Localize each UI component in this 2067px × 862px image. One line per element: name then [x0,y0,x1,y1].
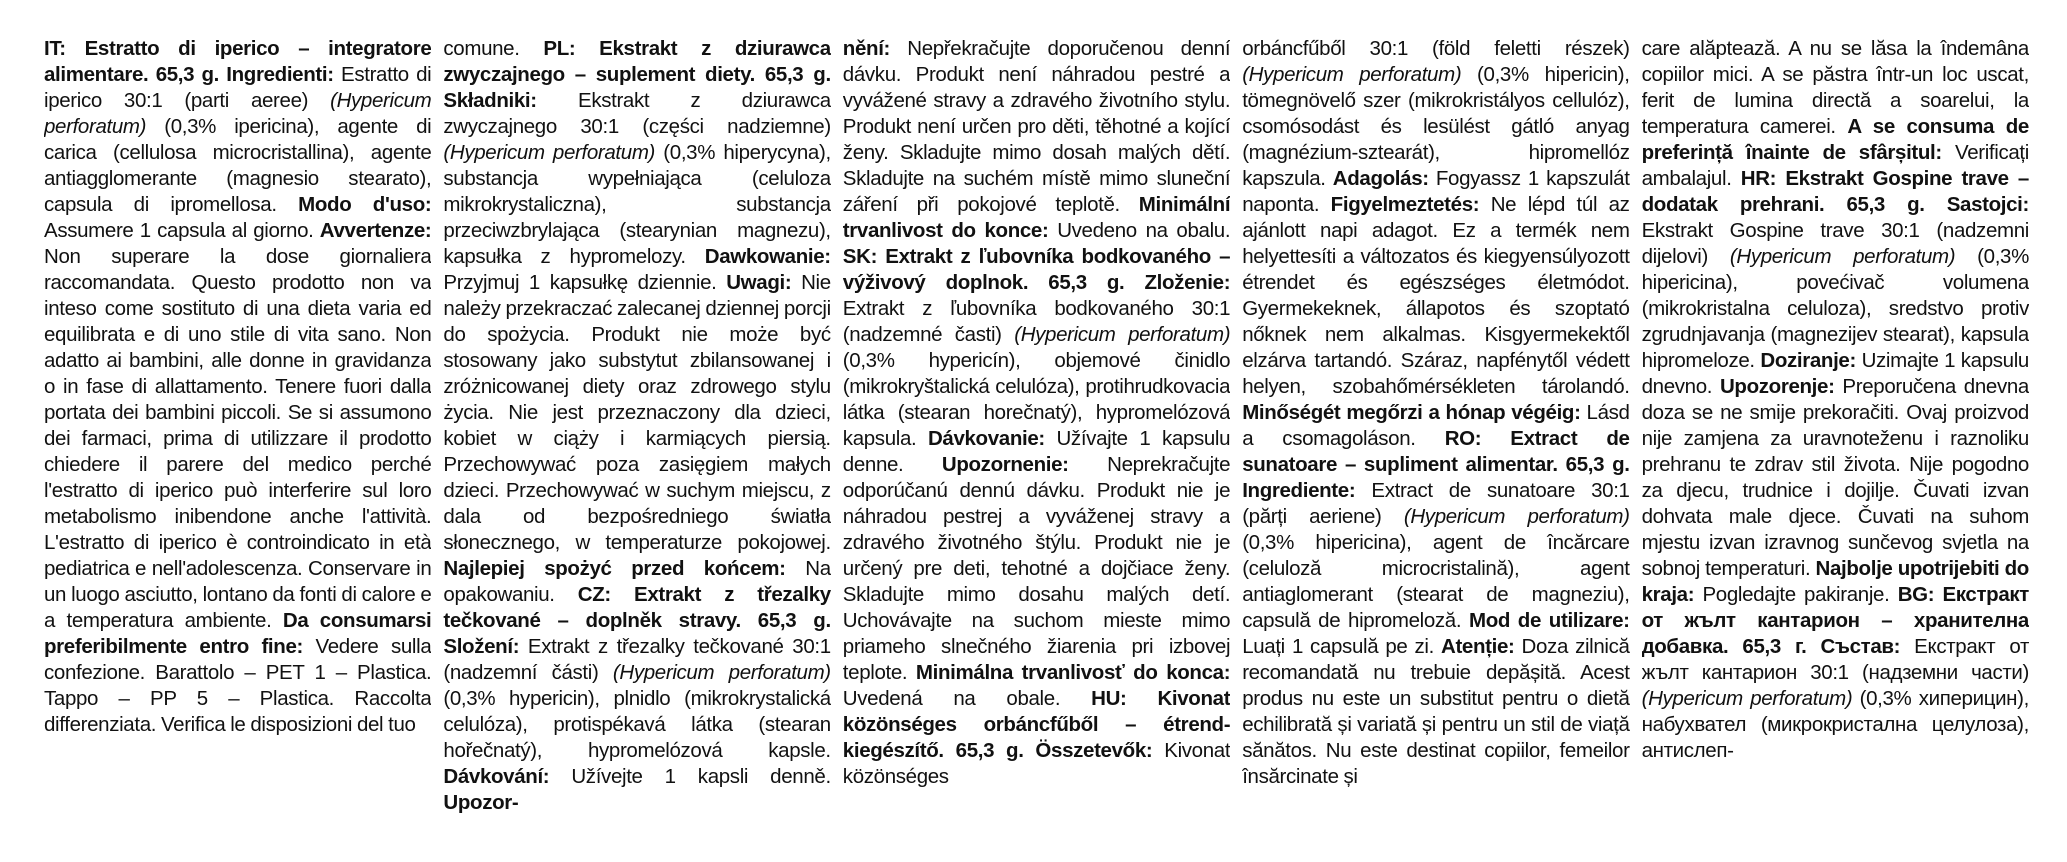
section-heading-text: nění: [842,37,891,60]
section-heading-text: Najbolje upotrijebiti do kraja: [1641,557,2029,606]
body-text: Ne lépd túl az ajánlott napi adagot. Ez a termék nem helyettesíti a változatos és kiegyensúlyozott étrendet és egészséges életmódot. Gyermekeknek, állapotos és szoptató nőknek nem alkalmas. Kisgyermekektől elzárva tartandó. Száraz, napfénytől védett helyen, szobahőmérsékleten tárolandó. [1242,193,1630,398]
body-text: Užívajte 1 kapsulu denne. [842,427,1231,476]
body-text: Extract de sunatoare 30:1 (părți aeriene) [1242,479,1630,528]
body-text: Užívejte 1 kapsli denně. [549,765,831,788]
section-heading-text: Dávkovanie: [927,427,1045,450]
section-heading-text: Adagolás: [1332,167,1429,190]
section-heading-text: Minimální trvanlivost do konce: [842,193,1231,242]
body-text: Ekstrakt Gospine trave 30:1 (nadzemni dijelovi) [1641,219,2029,268]
body-text: Nie należy przekraczać zalecanej dziennej porcji do spożycia. Produkt nie może być stosowany jako substytut zbilansowanej i zróżnicowanej diety oraz zdrowego stylu życia. Nie jest przeznaczony dla dzieci, kobiet w ciąży i karmiących piersią. Przechowywać poza zasięgiem małych dzieci. Przechowywać w suchym miejscu, z dala od bezpośredniego światła słonecznego, w temperaturze pokojowej. [443,271,831,554]
body-text: Przyjmuj 1 kapsułkę dziennie. [443,271,727,294]
body-text: Uvedeno na obalu. [1048,219,1231,242]
body-text: Екстракт от жълт кантарион 30:1 (надземни части) [1641,635,2029,684]
column-italian-polish [44,36,431,836]
section-heading-text: Figyelmeztetés: [1330,193,1480,216]
latin-name-text: (Hypericum perforatum) [1242,63,1462,86]
section-heading-text: HU: Kivonat közönséges orbáncfűből – étrend-kiegészítő. 65,3 g. Összetevők: [842,687,1231,762]
section-heading-text: SK: Extrakt z ľubovníka bodkovaného – výživový doplnok. 65,3 g. Zloženie: [842,245,1231,294]
body-text: Uvedená na obale. [842,687,1092,710]
section-heading-text: Minimálna trvanlivosť do konca: [915,661,1231,684]
body-text: Non superare la dose giornaliera raccomandata. Questo prodotto non va inteso come sostituto di una dieta varia ed equilibrata e di uno stile di vita sano. Non adatto ai bambini, alle donne in gravidanza o in fase di allattamento. Tenere fuori dalla portata dei bambini piccoli. Se si assumono dei farmaci, prima di utilizzare il prodotto chiedere il parere del medico perché l'estratto di iperico può interferire sul loro metabolismo inibendone anche l'attività. L'estratto di iperico è controindicato in età pediatrica e nell'adolescenza. Conservare in un luogo asciutto, lontano da fonti di calore e a temperatura ambiente. [44,245,432,632]
section-heading-text: Da consumarsi preferibilmente entro fine: [44,609,432,658]
section-heading-text: BG: Екстракт от жълт кантарион – хранителна добавка. 65,3 г. Състав: [1641,583,2029,658]
body-text: Na opakowaniu. [443,557,831,606]
column-polish-czech [443,36,830,836]
section-heading-text: PL: Ekstrakt z dziurawca zwyczajnego – suplement diety. 65,3 g. Składniki: [443,37,831,112]
body-text: Estratto di iperico 30:1 (parti aeree) [44,63,432,112]
body-text: (0,3% хиперицин), набухвател (микрокристална целулоза), антислеп- [1641,687,2029,762]
body-text: Lásd a csomagoláson. [1242,401,1630,450]
section-heading-text: HR: Ekstrakt Gospine trave – dodatak prehrani. 65,3 g. Sastojci: [1641,167,2029,216]
body-text: (0,3% hipericin), tömegnövelő szer (mikrokristályos cellulóz), csomósodást és lesülést gátló anyag (magnézium-sztearát), hipromellóz kapszula. [1242,63,1630,190]
label-text-page [44,36,2029,836]
section-heading-text: Doziranje: [1760,349,1856,372]
section-heading-text: IT: Estratto di iperico – integratore alimentare. 65,3 g. Ingredienti: [44,37,432,86]
section-heading-text: Atenție: [1440,635,1515,658]
body-text: Extrakt z třezalky tečkované 30:1 (nadzemní části) [443,635,831,684]
body-text: Pogledajte pakiranje. [1694,583,1898,606]
column-czech-slovak-hungarian [843,36,1230,836]
section-heading-text: Mod de utilizare: [1468,609,1630,632]
body-text: Luați 1 capsulă pe zi. [1242,635,1441,658]
section-heading-text: Avvertenze: [319,219,432,242]
latin-name-text: (Hypericum perforatum) [1014,323,1231,346]
body-text: (0,3% hipericina), agent de încărcare (celuloză microcristalină), agent antiaglomerant (stearat de magneziu), capsulă de hipromeloză. [1242,531,1630,632]
body-text: Assumere 1 capsula al giorno. [44,219,320,242]
body-text: Neprekračujte odporúčanú dennú dávku. Produkt nie je náhradou pestrej a vyváženej stravy a zdravého životného štýlu. Produkt nie je určený pre deti, tehotné a dojčiace ženy. Skladujte mimo dosahu malých detí. Uchovávajte na suchom mieste mimo priameho slnečného žiarenia pri izbovej teplote. [842,453,1231,684]
section-heading-text: Uwagi: [726,271,792,294]
body-text: Doza zilnică recomandată nu trebuie depășită. Acest produs nu este un substitut pentru o dietă echilibrată și variată și pentru un stil de viață sănătos. Nu este destinat copiilor, femeilor însărcinate și [1242,635,1630,788]
body-text: Extrakt z ľubovníka bodkovaného 30:1 (nadzemné časti) [842,297,1231,346]
latin-name-text: (Hypericum perforatum) [612,661,831,684]
body-text: care alăptează. A nu se lăsa la îndemâna copiilor mici. A se păstra într-un loc uscat, ferit de lumina directă a soarelui, la temperatura camerei. [1641,37,2029,138]
body-text: Uzimajte 1 kapsulu dnevno. [1641,349,2029,398]
latin-name-text: (Hypericum perforatum) [1641,687,1853,710]
section-heading-text: A se consuma de preferință înainte de sfârșitul: [1641,115,2029,164]
section-heading-text: Dávkování: [443,765,550,788]
body-text: Fogyassz 1 kapszulát naponta. [1242,167,1630,216]
body-text: Ekstrakt z dziurawca zwyczajnego 30:1 (części nadziemne) [443,89,831,138]
body-text: Nepřekračujte doporučenou denní dávku. Produkt není náhradou pestré a vyvážené stravy a zdravého životního stylu. Produkt není určen pro děti, těhotné a kojící ženy. Skladujte mimo dosah malých dětí. Skladujte na suchém místě mimo sluneční záření při pokojové teplotě. [842,37,1231,216]
body-text: (0,3% ipericina), agente di carica (cellulosa microcristallina), agente antiagglomerante (magnesio stearato), capsula di ipromellosa. [44,115,432,216]
body-text: Vedere sulla confezione. Barattolo – PET 1 – Plastica. Tappo – PP 5 – Plastica. Raccolta differenziata. Verifica le disposizioni del tuo [44,635,432,736]
latin-name-text: (Hypericum perforatum) [44,89,432,138]
body-text: Preporučena dnevna doza se ne smije prekoračiti. Ovaj proizvod nije zamjena za uravnoteženu i raznoliku prehranu te zdrav stil života. Nije pogodno za djecu, trudnice i dojilje. Čuvati izvan dohvata male djece. Čuvati na suhom mjestu izvan izravnog sunčevog svjetla na sobnoj temperaturi. [1641,375,2029,580]
body-text: (0,3% hypericin), plnidlo (mikrokrystalická celulóza), protispékavá látka (stearan hořečnatý), hypromelózová kapsle. [443,687,831,762]
body-text: (0,3% hypericín), objemové činidlo (mikrokryštalická celulóza), protihrudkovacia látka (stearan horečnatý), hypromelózová kapsula. [842,349,1231,450]
body-text: orbáncfűből 30:1 (föld feletti részek) [1242,37,1630,60]
section-heading-text: RO: Extract de sunatoare – supliment alimentar. 65,3 g. Ingrediente: [1242,427,1630,502]
section-heading-text: Najlepiej spożyć przed końcem: [443,557,786,580]
section-heading-text: Modo d'uso: [298,193,432,216]
body-text: (0,3% hiperycyna), substancja wypełniająca (celuloza mikrokrystaliczna), substancja przeciwzbrylająca (stearynian magnezu), kapsułka z hypromelozy. [443,141,831,268]
section-heading-text: Upozornenie: [941,453,1069,476]
body-text: Verificați ambalajul. [1641,141,2029,190]
column-hungarian-romanian [1242,36,1629,836]
body-text: comune. [443,37,544,60]
section-heading-text: Upozor- [443,791,519,814]
latin-name-text: (Hypericum perforatum) [443,141,656,164]
latin-name-text: (Hypericum perforatum) [1403,505,1630,528]
section-heading-text: Minőségét megőrzi a hónap végéig: [1242,401,1581,424]
section-heading-text: Upozorenje: [1719,375,1835,398]
section-heading-text: Dawkowanie: [704,245,831,268]
column-romanian-croatian-bulgarian [1642,36,2029,836]
section-heading-text: CZ: Extrakt z třezalky tečkované – doplněk stravy. 65,3 g. Složení: [443,583,831,658]
latin-name-text: (Hypericum perforatum) [1729,245,1956,268]
body-text: (0,3% hipericina), povećivač volumena (mikrokristalna celuloza), sredstvo protiv zgrudnjavanja (magnezijev stearat), kapsula hipromeloze. [1641,245,2029,372]
body-text: Kivonat közönséges [842,739,1231,788]
